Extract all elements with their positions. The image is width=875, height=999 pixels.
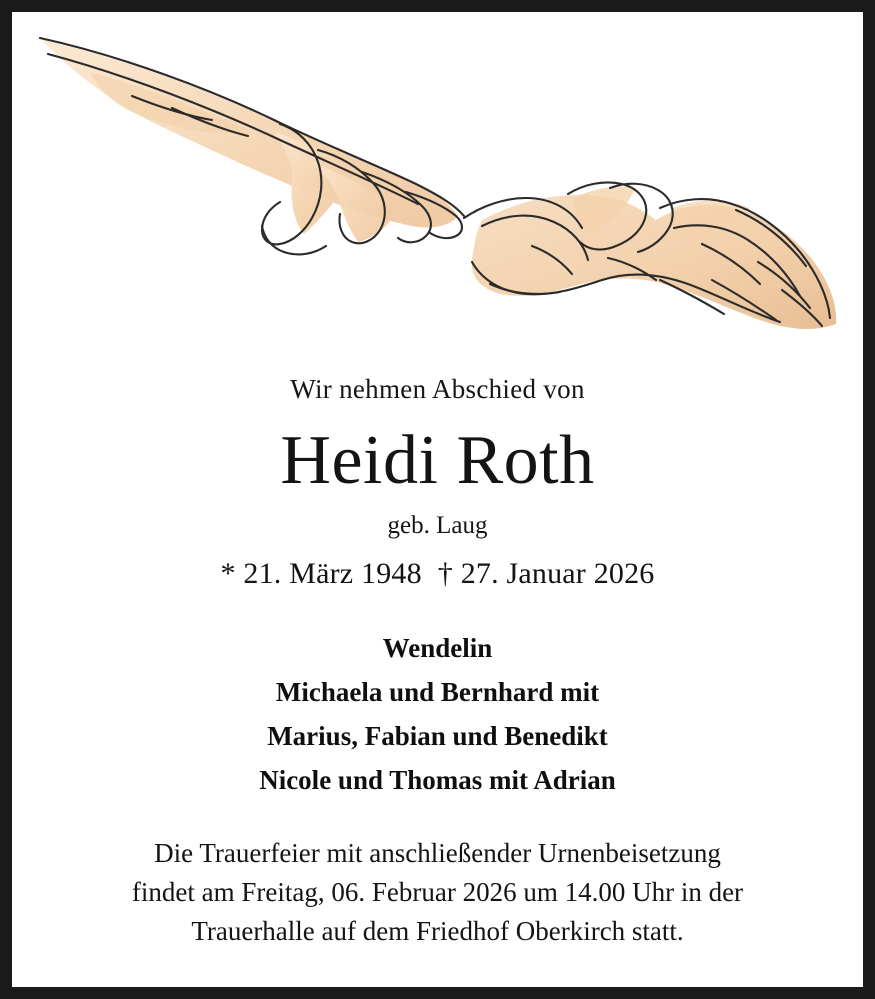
two-reaching-hands-illustration (12, 12, 863, 364)
left-hand-group (40, 38, 464, 254)
maiden-name: geb. Laug (387, 512, 488, 540)
farewell-line: Wir nehmen Abschied von (290, 374, 585, 404)
service-line: Die Trauerfeier mit anschließender Urnenbeisetzung (154, 838, 721, 869)
family-line: Nicole und Thomas mit Adrian (259, 764, 616, 795)
family-line: Marius, Fabian und Benedikt (267, 720, 608, 751)
birth-date: * 21. März 1948 (220, 557, 422, 591)
service-line: Trauerhalle auf dem Friedhof Oberkirch statt. (191, 916, 684, 947)
death-date: † 27. Januar 2026 (437, 557, 655, 591)
family-list (12, 627, 863, 802)
life-dates (12, 557, 863, 591)
family-line: Michaela und Bernhard mit (275, 677, 600, 708)
right-hand-group (464, 182, 836, 328)
service-details (12, 834, 863, 951)
obituary-inner (12, 12, 863, 987)
family-line: Wendelin (382, 633, 493, 664)
service-line: findet am Freitag, 06. Februar 2026 um 14.00 Uhr in der (131, 877, 744, 908)
deceased-name: Heidi Roth (280, 422, 595, 499)
hands-artwork-svg (12, 12, 863, 364)
memorial-text-block (12, 364, 863, 951)
